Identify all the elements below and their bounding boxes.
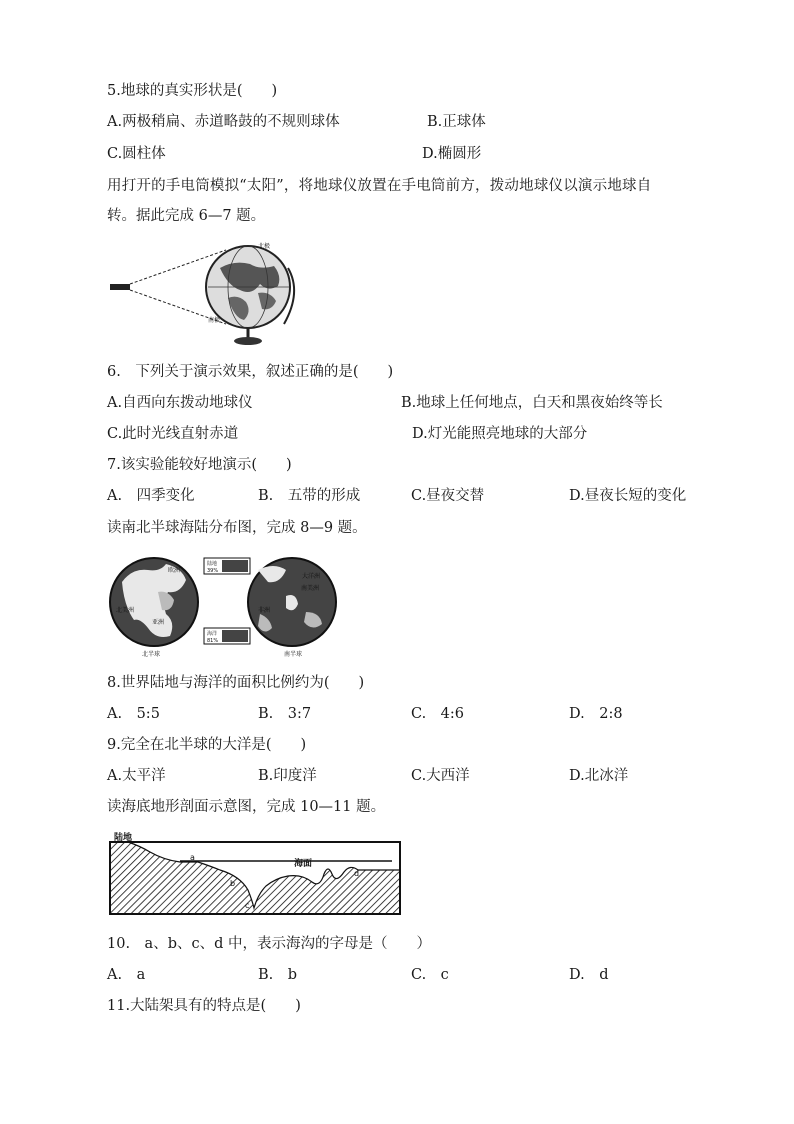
label-europe: 欧洲 <box>168 567 181 574</box>
q10-option-d: D. d <box>569 967 609 983</box>
q10-option-a: A. a <box>107 967 146 983</box>
q6-option-a: A.自西向东拨动地球仪 <box>107 395 253 411</box>
q9-option-d: D.北冰洋 <box>569 768 629 784</box>
seafloor-land-label: 陆地 <box>114 833 133 843</box>
label-south-america: 南美洲 <box>301 585 320 592</box>
q7-option-a: A. 四季变化 <box>107 488 195 504</box>
label-north-america: 北美洲 <box>116 607 135 614</box>
q6-option-d: D.灯光能照亮地球的大部分 <box>412 426 588 442</box>
label-asia: 亚洲 <box>152 619 165 626</box>
q8-option-c: C. 4:6 <box>411 706 465 722</box>
q6-stem: 6. 下列关于演示效果，叙述正确的是( ) <box>107 364 394 380</box>
label-oceania: 大洋洲 <box>302 573 321 580</box>
q6-option-b: B.地球上任何地点，白天和黑夜始终等长 <box>401 395 663 411</box>
globe-flashlight-figure <box>108 238 308 348</box>
q7-option-c: C.昼夜交替 <box>411 488 485 504</box>
q7-option-d: D.昼夜长短的变化 <box>569 488 687 504</box>
q10-stem: 10. a、b、c、d 中，表示海沟的字母是（ ） <box>107 936 431 952</box>
north-hemisphere-map <box>110 558 198 646</box>
label-africa: 非洲 <box>258 607 271 614</box>
seafloor-label-b: b <box>230 879 236 888</box>
q10-option-b: B. b <box>258 967 298 983</box>
q9-stem: 9.完全在北半球的大洋是( ) <box>107 737 307 753</box>
south-hemisphere-map <box>248 558 336 646</box>
south-hemisphere-label: 南半球 <box>284 651 303 658</box>
fig-north-pole-label: 北极 <box>258 243 271 250</box>
seafloor-label-c: c <box>245 901 250 910</box>
legend-land-pct-top: 39% <box>207 568 219 574</box>
q8-option-b: B. 3:7 <box>258 706 312 722</box>
intro-6-7-line1: 用打开的手电筒模拟“太阳”，将地球仪放置在手电筒前方，拨动地球仪以演示地球自 <box>107 178 652 194</box>
seafloor-sea-surface-label: 海面 <box>294 859 313 869</box>
q5-option-b: B.正球体 <box>427 114 486 130</box>
hemispheres-figure <box>108 552 340 664</box>
globe-icon <box>206 246 294 345</box>
q7-option-b: B. 五带的形成 <box>258 488 361 504</box>
q5-option-d: D.椭圆形 <box>422 146 482 162</box>
flashlight-icon <box>110 284 130 290</box>
north-hemisphere-label: 北半球 <box>142 651 161 658</box>
q9-option-b: B.印度洋 <box>258 768 317 784</box>
legend-sea-label: 海洋 <box>207 631 218 637</box>
seafloor-profile-figure <box>108 830 408 918</box>
q5-stem: 5.地球的真实形状是( ) <box>107 83 278 99</box>
q5-option-a: A.两极稍扁、赤道略鼓的不规则球体 <box>107 114 340 130</box>
intro-8-9: 读南北半球海陆分布图，完成 8—9 题。 <box>107 520 367 536</box>
q8-option-a: A. 5:5 <box>107 706 160 722</box>
legend-sea-pct: 81% <box>207 638 219 644</box>
seafloor-label-a: a <box>190 853 195 862</box>
fig-south-pole-label: 南极 <box>208 317 221 324</box>
q9-option-a: A.太平洋 <box>107 768 166 784</box>
q6-option-c: C.此时光线直射赤道 <box>107 426 239 442</box>
intro-10-11: 读海底地形剖面示意图，完成 10—11 题。 <box>107 799 386 815</box>
q8-stem: 8.世界陆地与海洋的面积比例约为( ) <box>107 675 365 691</box>
q11-stem: 11.大陆架具有的特点是( ) <box>107 998 301 1014</box>
intro-6-7-line2: 转。据此完成 6—7 题。 <box>107 208 266 224</box>
seafloor-label-d: d <box>354 869 360 878</box>
q9-option-c: C.大西洋 <box>411 768 470 784</box>
q10-option-c: C. c <box>411 967 449 983</box>
legend-land-label-top: 陆地 <box>207 561 218 567</box>
q5-option-c: C.圆柱体 <box>107 146 166 162</box>
q7-stem: 7.该实验能较好地演示( ) <box>107 457 292 473</box>
q8-option-d: D. 2:8 <box>569 706 623 722</box>
